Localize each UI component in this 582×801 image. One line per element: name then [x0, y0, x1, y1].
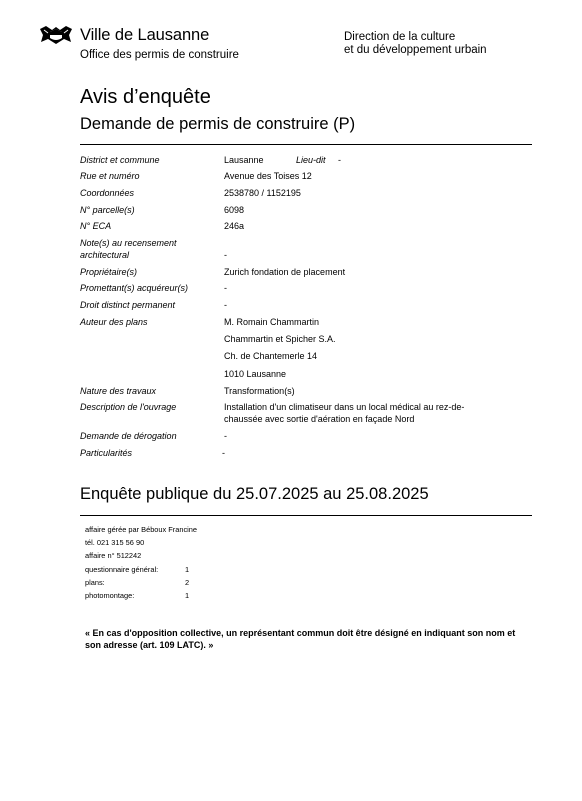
enquete-title: Enquête publique du 25.07.2025 au 25.08.2025	[80, 485, 429, 503]
doc-label: questionnaire général:	[85, 565, 159, 574]
droit-value: -	[224, 300, 227, 310]
doc-count: 1	[185, 565, 190, 574]
opposition-note: « En cas d'opposition collective, un représentant commun doit être désigné en indiquant son nom et son adresse (art. 109 LATC). »	[85, 628, 516, 650]
page-subtitle: Demande de permis de construire (P)	[80, 115, 356, 133]
doc-count: 1	[185, 591, 190, 600]
affaire-tel: tél. 021 315 56 90	[85, 538, 145, 547]
auteur-line-4: 1010 Lausanne	[224, 369, 287, 379]
recensement-label-1: Note(s) au recensement	[80, 238, 177, 248]
parcelle-value: 6098	[224, 205, 245, 215]
rue-value: Avenue des Toises 12	[224, 171, 312, 181]
derogation-label: Demande de dérogation	[80, 431, 177, 441]
coordonnees-label: Coordonnées	[80, 188, 135, 198]
derogation-value: -	[224, 431, 227, 441]
coordonnees-value: 2538780 / 1152195	[224, 188, 301, 198]
description-line-1: Installation d'un climatiseur dans un local médical au rez-de-	[224, 402, 465, 412]
description-line-2: chaussée avec sortie d'aération en façade Nord	[224, 414, 415, 424]
affaire-geree: affaire gérée par Béboux Francine	[85, 525, 198, 534]
auteur-line-3: Ch. de Chantemerle 14	[224, 351, 318, 361]
city-name: Ville de Lausanne	[80, 26, 210, 44]
proprietaire-value: Zurich fondation de placement	[224, 267, 346, 277]
office-name: Office des permis de construire	[80, 49, 239, 61]
auteur-line-2: Chammartin et Spicher S.A.	[224, 334, 336, 344]
auteur-label: Auteur des plans	[80, 317, 148, 327]
lieu-dit-label: Lieu-dit	[296, 155, 326, 165]
eca-label: N° ECA	[80, 221, 112, 231]
divider-top	[80, 144, 532, 145]
district-value: Lausanne	[224, 155, 264, 165]
promettant-label: Promettant(s) acquéreur(s)	[80, 283, 189, 293]
affaire-numero: affaire n° 512242	[85, 551, 142, 560]
parcelle-label: N° parcelle(s)	[80, 205, 135, 215]
rue-label: Rue et numéro	[80, 171, 140, 181]
doc-label: photomontage:	[85, 591, 135, 600]
lieu-dit-value: -	[338, 155, 341, 165]
department-line-1: Direction de la culture	[344, 31, 456, 43]
nature-value: Transformation(s)	[224, 386, 295, 396]
doc-count: 2	[185, 578, 190, 587]
promettant-value: -	[224, 283, 227, 293]
divider-bottom	[80, 515, 532, 516]
doc-label: plans:	[85, 578, 105, 587]
particularites-value: -	[222, 448, 225, 458]
page-title: Avis d’enquête	[80, 86, 211, 108]
nature-label: Nature des travaux	[80, 386, 157, 396]
eca-value: 246a	[224, 221, 245, 231]
lausanne-coat-of-arms-icon	[38, 25, 74, 45]
department-line-2: et du développement urbain	[344, 44, 487, 56]
recensement-value: -	[224, 250, 227, 260]
recensement-label-2: architectural	[80, 250, 130, 260]
droit-label: Droit distinct permanent	[80, 300, 176, 310]
particularites-label: Particularités	[80, 448, 133, 458]
district-label: District et commune	[80, 155, 160, 165]
auteur-line-1: M. Romain Chammartin	[224, 317, 320, 327]
proprietaire-label: Propriétaire(s)	[80, 267, 138, 277]
description-label: Description de l'ouvrage	[80, 402, 177, 412]
